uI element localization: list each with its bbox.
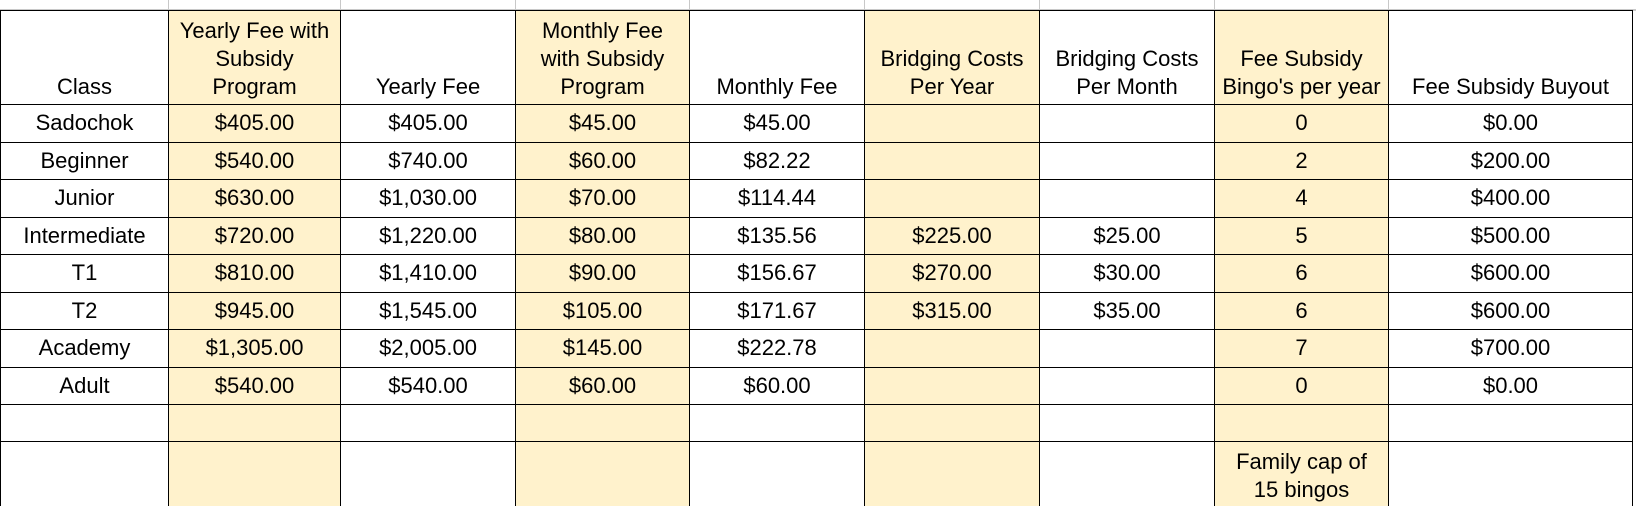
cell-monthly[interactable]: $135.56 (690, 217, 865, 255)
header-cell-monthly-fee-subsidy[interactable]: Monthly Fee with Subsidy Program (516, 11, 690, 105)
header-row (1, 11, 1633, 105)
header-cell-buyout[interactable]: Fee Subsidy Buyout (1389, 11, 1633, 105)
cell-bridge-month[interactable]: $30.00 (1040, 255, 1215, 293)
cell-monthly-sub[interactable]: $45.00 (516, 105, 690, 143)
cell-yearly-sub[interactable]: $945.00 (169, 292, 341, 330)
table-row (1, 180, 1633, 218)
cell-monthly[interactable]: $114.44 (690, 180, 865, 218)
cell-buyout[interactable]: $500.00 (1389, 217, 1633, 255)
cell-bridge-year[interactable] (865, 330, 1040, 368)
cell-bridge-year[interactable]: $225.00 (865, 217, 1040, 255)
table-row (1, 217, 1633, 255)
cell-yearly[interactable]: $2,005.00 (341, 330, 516, 368)
table-row-empty (1, 405, 1633, 442)
cell-buyout[interactable]: $600.00 (1389, 292, 1633, 330)
cell-bingos[interactable]: 0 (1215, 105, 1389, 143)
cell-class[interactable]: T1 (1, 255, 169, 293)
cell-monthly[interactable]: $60.00 (690, 367, 865, 405)
header-cell-monthly-fee[interactable]: Monthly Fee (690, 11, 865, 105)
cell-yearly[interactable]: $740.00 (341, 142, 516, 180)
cell-monthly[interactable]: $45.00 (690, 105, 865, 143)
cell-bingos[interactable]: 2 (1215, 142, 1389, 180)
cell-bridge-year[interactable] (865, 367, 1040, 405)
header-cell-class[interactable]: Class (1, 11, 169, 105)
cell-bingos[interactable]: 5 (1215, 217, 1389, 255)
cell-yearly-sub[interactable]: $720.00 (169, 217, 341, 255)
cell-monthly-sub[interactable]: $80.00 (516, 217, 690, 255)
family-cap-note-cell[interactable]: Family cap of 15 bingos (1215, 442, 1389, 506)
table-row (1, 105, 1633, 143)
empty-cell[interactable] (690, 405, 865, 442)
cell-monthly[interactable]: $222.78 (690, 330, 865, 368)
header-cell-bridging-per-year[interactable]: Bridging Costs Per Year (865, 11, 1040, 105)
gridline (515, 0, 516, 10)
empty-cell[interactable] (169, 405, 341, 442)
cell-yearly[interactable]: $1,030.00 (341, 180, 516, 218)
empty-cell[interactable] (516, 442, 690, 506)
empty-cell[interactable] (1389, 442, 1633, 506)
cell-yearly-sub[interactable]: $1,305.00 (169, 330, 341, 368)
cell-monthly-sub[interactable]: $145.00 (516, 330, 690, 368)
cell-yearly[interactable]: $1,545.00 (341, 292, 516, 330)
cell-bridge-year[interactable]: $270.00 (865, 255, 1040, 293)
empty-cell[interactable] (1389, 405, 1633, 442)
empty-cell[interactable] (341, 405, 516, 442)
cell-bridge-year[interactable] (865, 142, 1040, 180)
cell-yearly[interactable]: $1,410.00 (341, 255, 516, 293)
cell-yearly[interactable]: $1,220.00 (341, 217, 516, 255)
table-row-note (1, 442, 1633, 506)
cell-bridge-year[interactable] (865, 105, 1040, 143)
cell-yearly-sub[interactable]: $540.00 (169, 367, 341, 405)
cell-bridge-year[interactable] (865, 180, 1040, 218)
gridline (1039, 0, 1040, 10)
cell-bridge-month[interactable] (1040, 180, 1215, 218)
cell-class[interactable]: Sadochok (1, 105, 169, 143)
cell-buyout[interactable]: $400.00 (1389, 180, 1633, 218)
table-row (1, 292, 1633, 330)
gridline (1388, 0, 1389, 10)
cell-monthly[interactable]: $156.67 (690, 255, 865, 293)
empty-cell[interactable] (169, 442, 341, 506)
cell-buyout[interactable]: $0.00 (1389, 105, 1633, 143)
cell-buyout[interactable]: $0.00 (1389, 367, 1633, 405)
cell-bridge-month[interactable]: $35.00 (1040, 292, 1215, 330)
cell-monthly[interactable]: $82.22 (690, 142, 865, 180)
empty-cell[interactable] (1040, 405, 1215, 442)
cell-monthly-sub[interactable]: $60.00 (516, 367, 690, 405)
header-cell-yearly-fee-subsidy[interactable]: Yearly Fee with Subsidy Program (169, 11, 341, 105)
cell-bingos[interactable]: 0 (1215, 367, 1389, 405)
cell-class[interactable]: Adult (1, 367, 169, 405)
cell-monthly-sub[interactable]: $105.00 (516, 292, 690, 330)
cell-bingos[interactable]: 4 (1215, 180, 1389, 218)
cell-class[interactable]: Beginner (1, 142, 169, 180)
gridline (340, 0, 341, 10)
cell-bingos[interactable]: 6 (1215, 255, 1389, 293)
empty-cell[interactable] (865, 405, 1040, 442)
gridline (168, 0, 169, 10)
cell-bridge-month[interactable] (1040, 330, 1215, 368)
cell-bridge-month[interactable] (1040, 142, 1215, 180)
empty-cell[interactable] (516, 405, 690, 442)
cell-monthly-sub[interactable]: $70.00 (516, 180, 690, 218)
empty-cell[interactable] (1040, 442, 1215, 506)
cell-yearly-sub[interactable]: $405.00 (169, 105, 341, 143)
gridline (1214, 0, 1215, 10)
empty-cell[interactable] (690, 442, 865, 506)
cell-monthly[interactable]: $171.67 (690, 292, 865, 330)
cell-class[interactable]: Junior (1, 180, 169, 218)
cell-buyout[interactable]: $200.00 (1389, 142, 1633, 180)
empty-cell[interactable] (1, 405, 169, 442)
cell-yearly[interactable]: $405.00 (341, 105, 516, 143)
empty-cell[interactable] (341, 442, 516, 506)
gridline (864, 0, 865, 10)
header-cell-yearly-fee[interactable]: Yearly Fee (341, 11, 516, 105)
cell-bridge-month[interactable] (1040, 105, 1215, 143)
gridline (689, 0, 690, 10)
cell-bridge-year[interactable]: $315.00 (865, 292, 1040, 330)
cell-class[interactable]: Intermediate (1, 217, 169, 255)
empty-cell[interactable] (865, 442, 1040, 506)
cell-yearly-sub[interactable]: $810.00 (169, 255, 341, 293)
cell-class[interactable]: Academy (1, 330, 169, 368)
cell-monthly-sub[interactable]: $90.00 (516, 255, 690, 293)
cell-yearly-sub[interactable]: $630.00 (169, 180, 341, 218)
table-row (1, 142, 1633, 180)
cell-bridge-month[interactable]: $25.00 (1040, 217, 1215, 255)
header-cell-bridging-per-month[interactable]: Bridging Costs Per Month (1040, 11, 1215, 105)
cell-yearly-sub[interactable]: $540.00 (169, 142, 341, 180)
cell-yearly[interactable]: $540.00 (341, 367, 516, 405)
empty-cell[interactable] (1215, 405, 1389, 442)
cell-bingos[interactable]: 6 (1215, 292, 1389, 330)
table-row (1, 255, 1633, 293)
cell-bridge-month[interactable] (1040, 367, 1215, 405)
table-row (1, 330, 1633, 368)
cell-buyout[interactable]: $600.00 (1389, 255, 1633, 293)
cell-bingos[interactable]: 7 (1215, 330, 1389, 368)
cell-class[interactable]: T2 (1, 292, 169, 330)
table-row (1, 367, 1633, 405)
fee-table (0, 10, 1633, 506)
cell-monthly-sub[interactable]: $60.00 (516, 142, 690, 180)
empty-cell[interactable] (1, 442, 169, 506)
cell-buyout[interactable]: $700.00 (1389, 330, 1633, 368)
header-cell-bingos-per-year[interactable]: Fee Subsidy Bingo's per year (1215, 11, 1389, 105)
